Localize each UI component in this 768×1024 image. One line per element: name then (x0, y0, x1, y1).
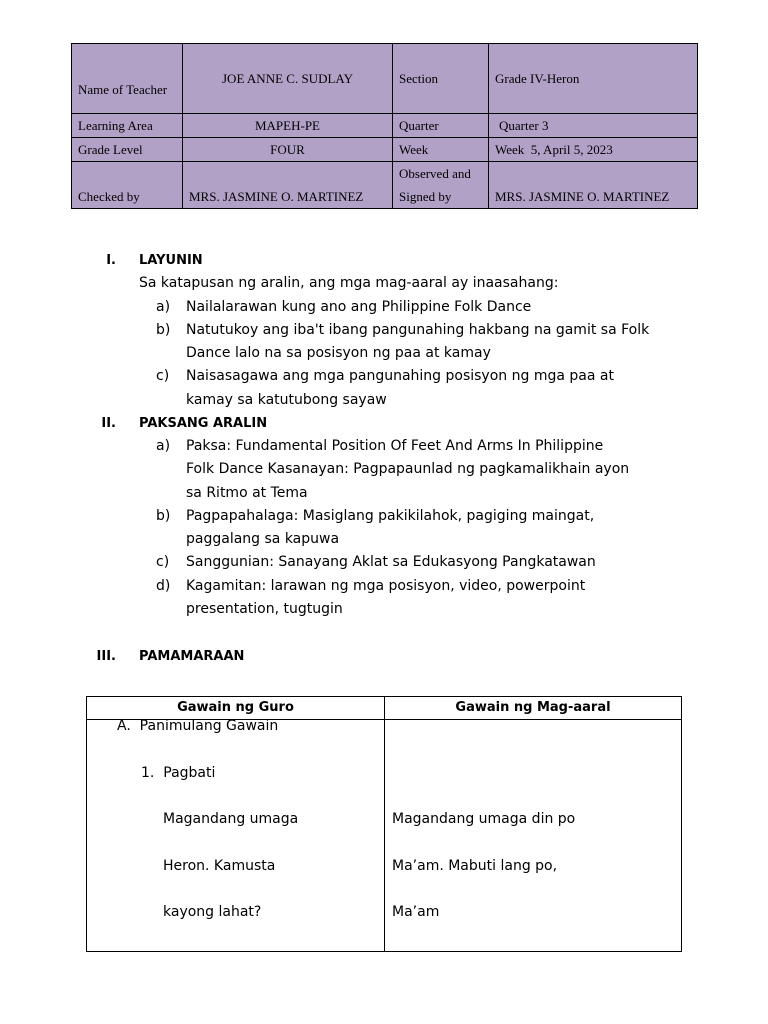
list-marker: a) (156, 438, 171, 454)
layunin-intro: Sa katapusan ng aralin, ang mga mag-aaral ay inaasahang: (139, 275, 559, 291)
checked-by-label: Checked by (72, 162, 183, 209)
list-marker: a) (156, 299, 171, 315)
teacher-name: JOE ANNE C. SUDLAY (183, 44, 393, 114)
list-item-line: Kagamitan: larawan ng mga posisyon, video, powerpoint (186, 578, 586, 594)
checked-by-value: MRS. JASMINE O. MARTINEZ (183, 162, 393, 209)
section-title-layunin: LAYUNIN (139, 253, 203, 268)
grade-level-label: Grade Level (72, 138, 183, 162)
list-item-line: Folk Dance Kasanayan: Pagpapaunlad ng pagkamalikhain ayon (186, 461, 630, 477)
teacher-line: Magandang umaga (163, 811, 299, 827)
student-line: Magandang umaga din po (392, 811, 576, 827)
section-title-pamamaraan: PAMAMARAAN (139, 649, 245, 664)
grade-level-value: FOUR (183, 138, 393, 162)
quarter-value: Quarter 3 (489, 114, 698, 138)
list-item-line: Nailalarawan kung ano ang Philippine Folk Dance (186, 299, 532, 315)
column-header-teacher: Gawain ng Guro (177, 700, 294, 715)
list-marker: c) (156, 368, 170, 384)
list-item-line: paggalang sa kapuwa (186, 531, 340, 547)
name-of-teacher-label: Name of Teacher (72, 44, 183, 114)
teacher-line: kayong lahat? (163, 904, 262, 920)
list-item-line: sa Ritmo at Tema (186, 485, 308, 501)
step-1-label: 1. Pagbati (141, 765, 216, 781)
learning-area-value: MAPEH-PE (183, 114, 393, 138)
section-num-pamamaraan: III. (96, 649, 116, 664)
list-marker: c) (156, 554, 170, 570)
list-marker: b) (156, 322, 171, 338)
week-label: Week (393, 138, 489, 162)
observed-by-value: MRS. JASMINE O. MARTINEZ (489, 162, 698, 209)
column-header-student: Gawain ng Mag-aaral (455, 700, 611, 715)
list-item-line: Sanggunian: Sanayang Aklat sa Edukasyong Pangkatawan (186, 554, 596, 570)
student-line: Ma’am. Mabuti lang po, (392, 858, 558, 874)
list-item-line: Naisasagawa ang mga pangunahing posisyon ng mga paa at (186, 368, 614, 384)
section-label: Section (393, 44, 489, 114)
column-divider (384, 697, 385, 951)
student-line: Ma’am (392, 904, 440, 920)
teacher-line: Heron. Kamusta (163, 858, 276, 874)
observed-signed-label: Observed and Signed by (393, 162, 489, 209)
section-value: Grade IV-Heron (489, 44, 698, 114)
learning-area-label: Learning Area (72, 114, 183, 138)
list-item-line: Paksa: Fundamental Position Of Feet And Arms In Philippine (186, 438, 604, 454)
list-item-line: Natutukoy ang iba't ibang pangunahing hakbang na gamit sa Folk (186, 322, 650, 338)
section-num-paksang-aralin: II. (101, 416, 116, 431)
list-item-line: Pagpapahalaga: Masiglang pakikilahok, pagiging maingat, (186, 508, 595, 524)
section-num-layunin: I. (106, 253, 116, 268)
lesson-info-table (71, 43, 698, 209)
step-a-label: A. Panimulang Gawain (117, 718, 279, 734)
section-title-paksang-aralin: PAKSANG ARALIN (139, 416, 268, 431)
procedure-table (86, 696, 682, 952)
list-marker: d) (156, 578, 171, 594)
week-value: Week 5, April 5, 2023 (489, 138, 698, 162)
quarter-label: Quarter (393, 114, 489, 138)
list-item-line: presentation, tugtugin (186, 601, 343, 617)
list-item-line: kamay sa katutubong sayaw (186, 392, 387, 408)
list-marker: b) (156, 508, 171, 524)
list-item-line: Dance lalo na sa posisyon ng paa at kamay (186, 345, 491, 361)
